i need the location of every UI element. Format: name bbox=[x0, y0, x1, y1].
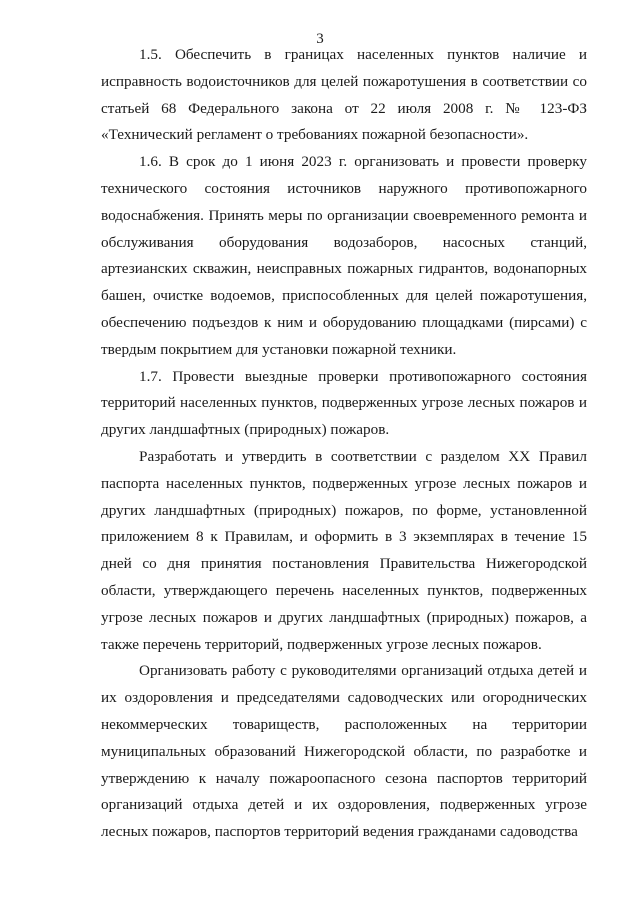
paragraph-1-7: 1.7. Провести выездные проверки противопожарного состояния территорий населенных пунктов, подверженных угрозе лесных пожаров и других ландшафтных (природных) пожаров. bbox=[101, 367, 587, 439]
paragraph-1-6: 1.6. В срок до 1 июня 2023 г. организовать и провести проверку технического состояния источников наружного противопожарного водоснабжения. Принять меры по организации своевременного ремонта и обслуживания оборудования водозаборов, насосных станций, артезианских скважин, неисправных пожарных гидрантов, водонапорных башен, очистке водоемов, приспособленных для целей пожаротушения, обеспечению подъездов к ним и оборудованию площадками (пирсами) с твердым покрытием для установки пожарной техники. bbox=[101, 153, 587, 358]
page-number: 3 bbox=[316, 31, 324, 47]
document-body bbox=[101, 42, 587, 846]
paragraph-1-5: 1.5. Обеспечить в границах населенных пунктов наличие и исправность водоисточников для целей пожаротушения в соответствии со статьей 68 Федерального закона от 22 июля 2008 г. № 123-ФЗ «Технический регламент о требованиях пожарной безопасности». bbox=[101, 46, 587, 144]
paragraph-passports: Разработать и утвердить в соответствии с разделом XX Правил паспорта населенных пунктов, подверженных угрозе лесных пожаров и других ландшафтных (природных) пожаров, по форме, установленной приложением 8 к Правилам, и оформить в 3 экземплярах в течение 15 дней со дня принятия постановления Правительства Нижегородской области, утверждающего перечень населенных пунктов, подверженных угрозе лесных пожаров и других ландшафтных (природных) пожаров, а также перечень территорий, подверженных угрозе лесных пожаров. bbox=[101, 447, 587, 653]
paragraph-organize-work: Организовать работу с руководителями организаций отдыха детей и их оздоровления и председателями садоводческих или огороднических некоммерческих товариществ, расположенных на территории муниципальных образований Нижегородской области, по разработке и утверждению к началу пожароопасного сезона паспортов территорий организаций отдыха детей и их оздоровления, подверженных угрозе лесных пожаров, паспортов территорий ведения гражданами садоводства bbox=[101, 662, 587, 841]
